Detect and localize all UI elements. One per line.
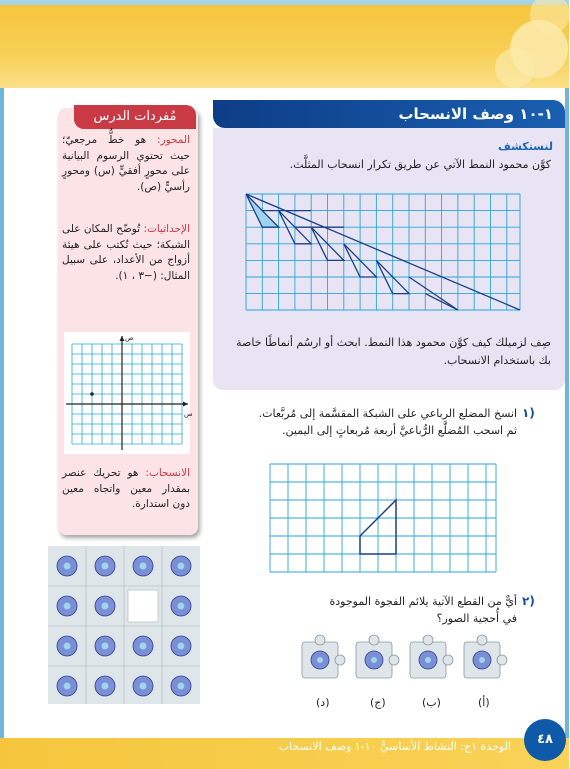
puzzle-image (48, 546, 200, 704)
option-a-label: (أ) (478, 696, 490, 709)
coordinate-axes-diagram (64, 332, 193, 454)
question-1-text: انسخ المضلع الرباعي على الشبكة المقسَّمة إلى مُربَّعات. ثم اسحب المُضلَّع الرُّباعيَّ أربعة مُربعاتٍ إلى اليمين. (258, 407, 517, 437)
explore-text: كوَّن محمود النمط الآتي عن طريق تكرار انسحاب المثلَّث. (289, 158, 551, 171)
triangle-pattern-grid (244, 190, 522, 316)
axis-definition (62, 133, 190, 195)
option-d-label: (د) (316, 696, 330, 709)
explore-label: لنستكشف (498, 140, 553, 153)
explore-task: صِف لزميلك كيف كوَّن محمود هذا النمط. ابحث أو ارسُم أنماطًا خاصة بك باستخدام الانسحاب. (236, 336, 551, 367)
coordinates-text: تُوضّح المكان على الشبكة؛ حيث تُكتب على هيئة أزواج من الأعداد، على سبيل المثال: (62, 223, 190, 282)
puzzle-piece-options (298, 630, 508, 690)
axis-text: هو خطٌّ مرجعيّ؛ حيث تحتوي الرسوم البيانية على محورٍ أفقيٍّ (س) ومحورٍ رأسيٍّ (ص). (62, 134, 190, 193)
question-1-number: ١) (522, 406, 535, 420)
y-axis-label: ص (125, 334, 134, 342)
coordinates-term: الإحداثيات: (143, 223, 190, 235)
sidebar-header: مُفردات الدرس (74, 105, 196, 129)
option-c-label: (ج) (370, 696, 386, 709)
top-decorative-band (0, 0, 569, 88)
question-2-number: ٢) (522, 594, 535, 608)
option-b-label: (ب) (422, 696, 441, 709)
lesson-title: ١-١٠ وصف الانسحاب (398, 105, 553, 123)
top-edge-strip (0, 0, 569, 5)
right-page-border (565, 88, 569, 738)
translation-text: هو تحريك عنصر بمقدار معين واتجاه معين دون استدارة. (62, 467, 190, 510)
axis-term: المحور: (157, 134, 190, 146)
x-axis-label: س (184, 410, 193, 418)
question-2-text: أيٌّ من القطع الآتية يلائم الفجوة الموجودة في أُحجية الصور؟ (329, 595, 517, 625)
translation-definition (62, 466, 190, 513)
footer-text: الوحدة ١ج: النشاط الأساسيُّ ١٠-١ وصف الانسحاب (278, 740, 511, 753)
coordinates-definition (62, 222, 190, 284)
translation-term: الانسحاب: (145, 467, 191, 479)
decorative-circle (495, 48, 535, 88)
left-page-border (0, 88, 4, 738)
lesson-header (213, 100, 565, 128)
coordinates-example: (−٣ ، ١). (115, 269, 157, 282)
page-number: ٤٨ (524, 719, 566, 761)
quadrilateral-grid (268, 462, 498, 574)
